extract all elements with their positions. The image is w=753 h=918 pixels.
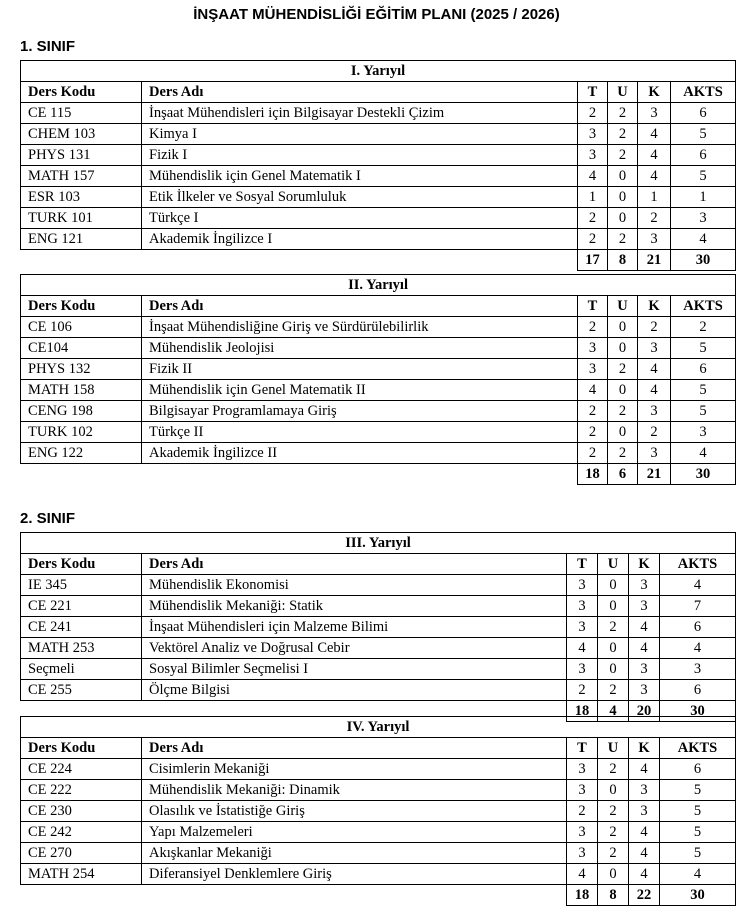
total-akts: 30 — [660, 885, 736, 906]
course-akts: 5 — [660, 822, 736, 843]
course-k: 4 — [629, 759, 660, 780]
column-header-k: K — [638, 82, 671, 103]
course-name: Cisimlerin Mekaniği — [142, 759, 567, 780]
course-k: 4 — [629, 843, 660, 864]
course-k: 3 — [629, 680, 660, 701]
course-code: ENG 121 — [21, 229, 142, 250]
course-k: 4 — [629, 617, 660, 638]
column-header-k: K — [629, 554, 660, 575]
course-t: 3 — [578, 338, 608, 359]
course-name: Bilgisayar Programlamaya Giriş — [142, 401, 578, 422]
course-t: 3 — [578, 124, 608, 145]
column-header-akts: AKTS — [660, 738, 736, 759]
course-name: Sosyal Bilimler Seçmelisi I — [142, 659, 567, 680]
course-u: 0 — [608, 338, 638, 359]
course-name: Diferansiyel Denklemlere Giriş — [142, 864, 567, 885]
column-header-name: Ders Adı — [142, 554, 567, 575]
column-header-name: Ders Adı — [142, 82, 578, 103]
total-t: 18 — [567, 701, 598, 722]
year-2-heading: 2. SINIF — [20, 510, 76, 527]
course-akts: 5 — [660, 843, 736, 864]
course-code: CE 270 — [21, 843, 142, 864]
course-k: 3 — [638, 229, 671, 250]
totals-spacer — [21, 885, 142, 906]
course-name: Mühendislik Mekaniği: Statik — [142, 596, 567, 617]
course-name: İnşaat Mühendisleri için Malzeme Bilimi — [142, 617, 567, 638]
course-akts: 2 — [671, 317, 736, 338]
course-k: 2 — [638, 317, 671, 338]
course-u: 2 — [598, 822, 629, 843]
course-k: 3 — [629, 575, 660, 596]
column-header-name: Ders Adı — [142, 738, 567, 759]
course-akts: 4 — [660, 638, 736, 659]
course-akts: 6 — [671, 145, 736, 166]
column-header-code: Ders Kodu — [21, 296, 142, 317]
totals-spacer — [21, 464, 142, 485]
total-t: 18 — [567, 885, 598, 906]
course-name: Kimya I — [142, 124, 578, 145]
course-t: 2 — [578, 401, 608, 422]
course-t: 2 — [567, 680, 598, 701]
totals-row — [21, 885, 736, 906]
course-name: Vektörel Analiz ve Doğrusal Cebir — [142, 638, 567, 659]
course-t: 1 — [578, 187, 608, 208]
course-name: Olasılık ve İstatistiğe Giriş — [142, 801, 567, 822]
course-akts: 3 — [671, 208, 736, 229]
course-code: MATH 158 — [21, 380, 142, 401]
course-row — [21, 187, 736, 208]
page-title: İNŞAAT MÜHENDİSLİĞİ EĞİTİM PLANI (2025 / 2026) — [193, 6, 560, 23]
course-akts: 6 — [660, 680, 736, 701]
course-code: CE 255 — [21, 680, 142, 701]
course-t: 3 — [578, 145, 608, 166]
course-row — [21, 166, 736, 187]
course-row — [21, 401, 736, 422]
course-t: 4 — [578, 166, 608, 187]
course-u: 2 — [608, 229, 638, 250]
course-row — [21, 338, 736, 359]
course-akts: 3 — [660, 659, 736, 680]
course-u: 0 — [598, 659, 629, 680]
column-header-k: K — [629, 738, 660, 759]
course-row — [21, 801, 736, 822]
course-code: CE 222 — [21, 780, 142, 801]
course-u: 2 — [608, 359, 638, 380]
column-header-code: Ders Kodu — [21, 738, 142, 759]
course-code: CE 224 — [21, 759, 142, 780]
course-code: MATH 254 — [21, 864, 142, 885]
course-t: 4 — [567, 864, 598, 885]
course-name: Akışkanlar Mekaniği — [142, 843, 567, 864]
course-u: 2 — [608, 145, 638, 166]
course-u: 0 — [608, 187, 638, 208]
course-t: 2 — [578, 208, 608, 229]
course-k: 4 — [638, 124, 671, 145]
course-code: CE104 — [21, 338, 142, 359]
course-row — [21, 680, 736, 701]
course-akts: 5 — [671, 338, 736, 359]
course-t: 3 — [567, 617, 598, 638]
course-t: 2 — [578, 422, 608, 443]
totals-spacer — [142, 464, 578, 485]
course-t: 3 — [567, 596, 598, 617]
course-u: 2 — [598, 801, 629, 822]
course-u: 2 — [598, 843, 629, 864]
course-k: 4 — [638, 145, 671, 166]
course-name: Etik İlkeler ve Sosyal Sorumluluk — [142, 187, 578, 208]
column-header-u: U — [598, 554, 629, 575]
total-t: 18 — [578, 464, 608, 485]
course-name: İnşaat Mühendisliğine Giriş ve Sürdürülebilirlik — [142, 317, 578, 338]
course-row — [21, 380, 736, 401]
semester-table — [20, 716, 736, 906]
semester-table — [20, 532, 736, 722]
course-code: CE 241 — [21, 617, 142, 638]
course-k: 3 — [629, 659, 660, 680]
semester-title: III. Yarıyıl — [21, 533, 736, 554]
course-row — [21, 208, 736, 229]
course-name: Mühendislik için Genel Matematik I — [142, 166, 578, 187]
course-code: MATH 253 — [21, 638, 142, 659]
total-u: 6 — [608, 464, 638, 485]
course-t: 2 — [578, 443, 608, 464]
course-name: Akademik İngilizce I — [142, 229, 578, 250]
column-header-t: T — [567, 554, 598, 575]
course-k: 3 — [638, 338, 671, 359]
course-name: İnşaat Mühendisleri için Bilgisayar Destekli Çizim — [142, 103, 578, 124]
course-k: 3 — [638, 443, 671, 464]
total-akts: 30 — [671, 464, 736, 485]
course-name: Mühendislik Mekaniği: Dinamik — [142, 780, 567, 801]
course-row — [21, 124, 736, 145]
course-name: Fizik II — [142, 359, 578, 380]
course-name: Mühendislik Ekonomisi — [142, 575, 567, 596]
column-header-u: U — [598, 738, 629, 759]
semester-table — [20, 274, 736, 485]
course-t: 2 — [567, 801, 598, 822]
course-row — [21, 596, 736, 617]
course-u: 0 — [598, 596, 629, 617]
semester-table — [20, 60, 736, 271]
course-u: 0 — [598, 638, 629, 659]
total-k: 21 — [638, 464, 671, 485]
column-header-akts: AKTS — [671, 296, 736, 317]
course-akts: 1 — [671, 187, 736, 208]
course-k: 4 — [638, 380, 671, 401]
course-u: 0 — [598, 864, 629, 885]
course-code: TURK 101 — [21, 208, 142, 229]
course-t: 3 — [567, 659, 598, 680]
course-code: MATH 157 — [21, 166, 142, 187]
total-u: 8 — [598, 885, 629, 906]
course-t: 3 — [567, 843, 598, 864]
total-k: 22 — [629, 885, 660, 906]
course-row — [21, 422, 736, 443]
semester-title: I. Yarıyıl — [21, 61, 736, 82]
course-u: 2 — [598, 680, 629, 701]
course-name: Fizik I — [142, 145, 578, 166]
totals-spacer — [142, 885, 567, 906]
course-t: 2 — [578, 317, 608, 338]
course-row — [21, 145, 736, 166]
course-row — [21, 317, 736, 338]
course-code: CE 115 — [21, 103, 142, 124]
course-k: 4 — [629, 638, 660, 659]
course-code: ENG 122 — [21, 443, 142, 464]
course-t: 3 — [578, 359, 608, 380]
course-k: 3 — [638, 401, 671, 422]
column-header-u: U — [608, 296, 638, 317]
course-akts: 5 — [671, 380, 736, 401]
course-name: Türkçe II — [142, 422, 578, 443]
totals-row — [21, 464, 736, 485]
column-header-code: Ders Kodu — [21, 82, 142, 103]
course-name: Akademik İngilizce II — [142, 443, 578, 464]
course-k: 2 — [638, 422, 671, 443]
course-u: 2 — [598, 617, 629, 638]
course-u: 0 — [608, 208, 638, 229]
course-row — [21, 103, 736, 124]
course-name: Türkçe I — [142, 208, 578, 229]
course-t: 3 — [567, 780, 598, 801]
totals-row — [21, 250, 736, 271]
course-u: 2 — [598, 759, 629, 780]
course-row — [21, 822, 736, 843]
course-name: Ölçme Bilgisi — [142, 680, 567, 701]
course-t: 3 — [567, 759, 598, 780]
course-k: 3 — [638, 103, 671, 124]
course-row — [21, 759, 736, 780]
course-akts: 3 — [671, 422, 736, 443]
column-header-akts: AKTS — [671, 82, 736, 103]
course-row — [21, 443, 736, 464]
course-k: 4 — [629, 822, 660, 843]
course-k: 3 — [629, 780, 660, 801]
course-code: IE 345 — [21, 575, 142, 596]
column-header-t: T — [578, 296, 608, 317]
course-k: 3 — [629, 801, 660, 822]
course-u: 0 — [608, 422, 638, 443]
course-row — [21, 617, 736, 638]
total-k: 21 — [638, 250, 671, 271]
course-row — [21, 780, 736, 801]
course-t: 3 — [567, 575, 598, 596]
course-row — [21, 864, 736, 885]
course-akts: 6 — [660, 759, 736, 780]
total-akts: 30 — [660, 701, 736, 722]
course-t: 2 — [578, 103, 608, 124]
course-code: CE 230 — [21, 801, 142, 822]
column-header-t: T — [578, 82, 608, 103]
course-u: 2 — [608, 124, 638, 145]
column-header-akts: AKTS — [660, 554, 736, 575]
column-header-k: K — [638, 296, 671, 317]
course-k: 1 — [638, 187, 671, 208]
total-k: 20 — [629, 701, 660, 722]
semester-title: IV. Yarıyıl — [21, 717, 736, 738]
course-k: 2 — [638, 208, 671, 229]
course-name: Mühendislik Jeolojisi — [142, 338, 578, 359]
column-header-t: T — [567, 738, 598, 759]
column-header-u: U — [608, 82, 638, 103]
course-code: CENG 198 — [21, 401, 142, 422]
course-u: 2 — [608, 103, 638, 124]
course-name: Yapı Malzemeleri — [142, 822, 567, 843]
course-k: 3 — [629, 596, 660, 617]
course-akts: 6 — [671, 359, 736, 380]
course-akts: 5 — [671, 124, 736, 145]
course-name: Mühendislik için Genel Matematik II — [142, 380, 578, 401]
column-header-code: Ders Kodu — [21, 554, 142, 575]
course-row — [21, 843, 736, 864]
course-t: 2 — [578, 229, 608, 250]
column-header-name: Ders Adı — [142, 296, 578, 317]
course-code: CE 106 — [21, 317, 142, 338]
course-akts: 5 — [671, 166, 736, 187]
course-row — [21, 359, 736, 380]
course-code: CHEM 103 — [21, 124, 142, 145]
course-akts: 7 — [660, 596, 736, 617]
course-code: Seçmeli — [21, 659, 142, 680]
course-u: 0 — [608, 317, 638, 338]
course-code: CE 242 — [21, 822, 142, 843]
course-u: 0 — [598, 780, 629, 801]
course-u: 0 — [608, 380, 638, 401]
course-row — [21, 638, 736, 659]
course-akts: 5 — [660, 801, 736, 822]
course-akts: 4 — [660, 575, 736, 596]
total-t: 17 — [578, 250, 608, 271]
course-t: 3 — [567, 822, 598, 843]
course-akts: 6 — [671, 103, 736, 124]
course-akts: 4 — [671, 443, 736, 464]
course-code: CE 221 — [21, 596, 142, 617]
course-t: 4 — [578, 380, 608, 401]
course-row — [21, 575, 736, 596]
year-1-heading: 1. SINIF — [20, 38, 76, 55]
course-akts: 5 — [660, 780, 736, 801]
course-code: TURK 102 — [21, 422, 142, 443]
total-akts: 30 — [671, 250, 736, 271]
course-row — [21, 229, 736, 250]
course-row — [21, 659, 736, 680]
totals-spacer — [21, 250, 142, 271]
course-akts: 6 — [660, 617, 736, 638]
semester-title: II. Yarıyıl — [21, 275, 736, 296]
course-k: 4 — [629, 864, 660, 885]
total-u: 8 — [608, 250, 638, 271]
course-u: 2 — [608, 443, 638, 464]
totals-spacer — [142, 250, 578, 271]
course-code: PHYS 132 — [21, 359, 142, 380]
course-u: 0 — [598, 575, 629, 596]
course-u: 0 — [608, 166, 638, 187]
course-t: 4 — [567, 638, 598, 659]
total-u: 4 — [598, 701, 629, 722]
course-akts: 4 — [671, 229, 736, 250]
course-code: PHYS 131 — [21, 145, 142, 166]
course-code: ESR 103 — [21, 187, 142, 208]
course-u: 2 — [608, 401, 638, 422]
course-akts: 4 — [660, 864, 736, 885]
course-k: 4 — [638, 359, 671, 380]
course-k: 4 — [638, 166, 671, 187]
course-akts: 5 — [671, 401, 736, 422]
